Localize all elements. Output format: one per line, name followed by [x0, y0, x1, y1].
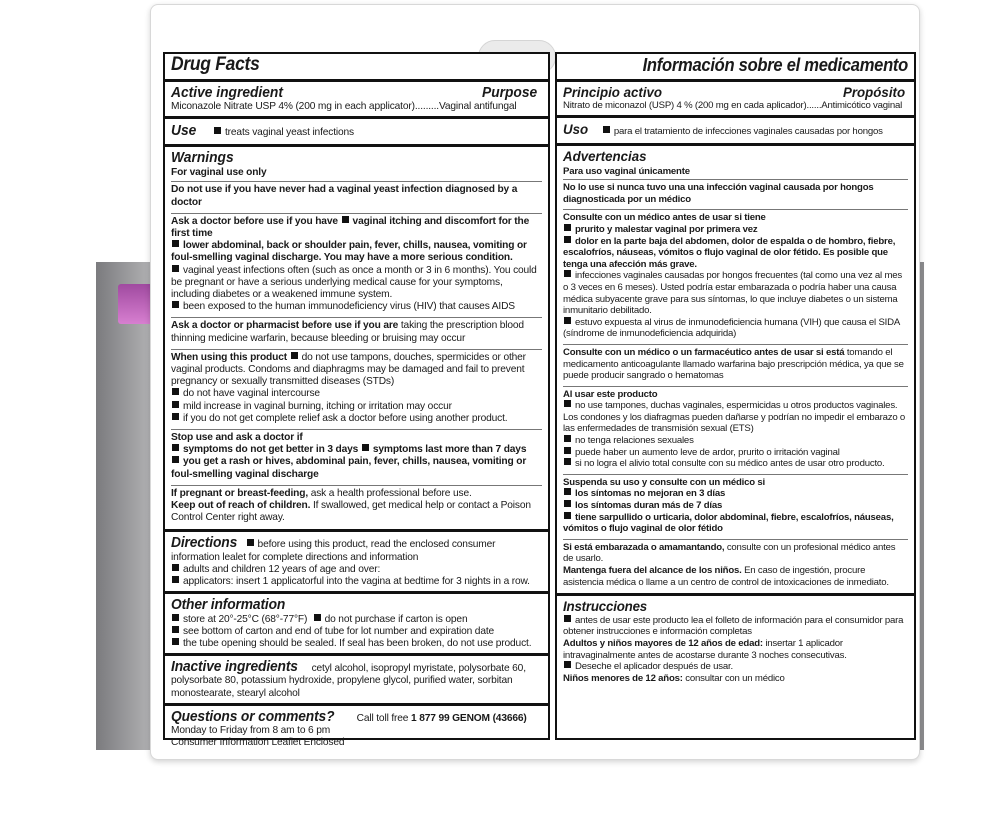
bullet-icon	[172, 614, 179, 621]
ask-doctor-item: vaginal itching and discomfort for the first time	[171, 215, 530, 240]
active-ingredient-heading-es: Principio activo	[563, 84, 663, 100]
pregnancy-block	[171, 485, 542, 527]
pharmacist-text: taking the prescription blood thinning medicine warfarin, because bleeding or bruising may occur	[171, 320, 524, 344]
ask-doctor-item-es: prurito y malestar vaginal por primera vez	[575, 223, 758, 235]
ask-doctor-item: lower abdominal, back or shoulder pain, fever, chills, nausea, vomiting or foul-smelling vaginal discharge. You may have a more serious condition.	[171, 240, 527, 264]
stop-use-item-es: tiene sarpullido o urticaria, dolor abdominal, fiebre, escalofríos, náuseas, vómitos o flujo vaginal de olor fétido	[563, 511, 894, 535]
directions-lead-es: Adultos y niños mayores de 12 años de edad:	[563, 637, 763, 649]
call-text: Call toll free	[356, 712, 409, 724]
bullet-icon	[564, 488, 571, 495]
directions-item: adults and children 12 years of age and over:	[183, 563, 381, 575]
leaflet-text: Consumer Information Leaflet Enclosed	[171, 737, 345, 749]
vaginal-use-only-es: Para uso vaginal únicamente	[563, 165, 690, 177]
ask-doctor-item-es: dolor en la parte baja del abdomen, dolor de espalda o de hombro, fiebre, escalofríos, náuseas, vómitos o flujo vaginal de olor fétido. Es posible que tenga una afección más grave.	[563, 235, 896, 270]
when-using-item: if you do not get complete relief ask a doctor before using another product.	[183, 412, 508, 424]
bullet-icon	[291, 352, 298, 359]
other-info-heading: Other information	[171, 596, 286, 614]
bullet-icon	[247, 539, 254, 546]
bullet-icon	[172, 626, 179, 633]
bullet-icon	[314, 614, 321, 621]
stop-use-item: you get a rash or hives, abdominal pain, fever, chills, nausea, vomiting or foul-smelling vaginal discharge	[171, 456, 527, 480]
when-using-item: do not have vaginal intercourse	[183, 388, 320, 400]
keep-away-text-es: En caso de ingestión, procure asistencia médica o llame a un centro de control de intoxicaciones de inmediato.	[563, 565, 889, 588]
when-using-block-es	[563, 386, 908, 472]
stop-use-item-es: los síntomas no mejoran en 3 días	[575, 488, 726, 500]
bullet-icon	[172, 413, 179, 420]
stop-use-item-es: los síntomas duran más de 7 días	[575, 500, 723, 512]
pregnancy-lead-es: Si está embarazada o amamantando,	[563, 541, 725, 553]
keep-away-text: If swallowed, get medical help or contact a Poison Control Center right away.	[171, 500, 531, 524]
bullet-icon	[172, 564, 179, 571]
bullet-icon	[564, 458, 571, 465]
inactive-block	[165, 653, 548, 703]
other-info-item: do not purchase if carton is open	[324, 613, 468, 625]
when-using-item-es: no use tampones, duchas vaginales, espermicidas u otros productos vaginales. Los condones y los diafragmas pueden dañarse y podrían no impedir el embarazo o las enfermedades de transmisión sexual (ETS)	[563, 400, 906, 435]
bullet-icon	[172, 301, 179, 308]
directions-item-es: antes de usar este producto lea el folleto de información para el consumidor para obtener instrucciones e información completas	[563, 614, 904, 638]
keep-away-lead-es: Mantenga fuera del alcance de los niños.	[563, 565, 742, 576]
bullet-icon	[214, 127, 221, 134]
stop-use-item: symptoms do not get better in 3 days	[183, 444, 359, 456]
active-ingredient-line: Miconazole Nitrate USP 4% (200 mg in each applicator).........Vaginal antifungal	[171, 101, 517, 112]
drug-facts-panel-es	[555, 52, 916, 740]
use-text-es: para el tratamiento de infecciones vaginales causadas por hongos	[613, 125, 883, 137]
bullet-icon	[172, 638, 179, 645]
bullet-icon	[564, 447, 571, 454]
other-info-item: see bottom of carton and end of tube for lot number and expiration date	[183, 625, 495, 637]
phone-number: 1 877 99 GENOM (43666)	[411, 712, 527, 724]
bullet-icon	[172, 444, 179, 451]
bullet-icon	[342, 216, 349, 223]
directions-block-es	[557, 593, 914, 687]
pregnancy-text-es: consulte con un profesional médico antes de usarlo.	[563, 541, 896, 565]
pharmacist-lead-es: Consulte con un médico o un farmacéutico antes de usar si está	[563, 346, 845, 358]
pharmacist-block-es	[563, 344, 908, 384]
drug-facts-title: Drug Facts	[171, 54, 260, 75]
bullet-icon	[564, 317, 571, 324]
stop-use-item: symptoms last more than 7 days	[372, 444, 527, 456]
bullet-icon	[362, 444, 369, 451]
pregnancy-lead: If pregnant or breast-feeding,	[171, 487, 309, 499]
questions-block	[165, 703, 548, 753]
bullet-icon	[564, 512, 571, 519]
bullet-icon	[564, 270, 571, 277]
vaginal-use-only: For vaginal use only	[171, 167, 267, 179]
tube-left-edge	[96, 262, 156, 750]
when-using-item-es: si no logra el alivio total consulte con su médico antes de usar otro producto.	[575, 458, 885, 470]
stop-use-block-es	[563, 474, 908, 537]
do-not-use-es: No lo use si nunca tuvo una una infección vaginal causada por hongos diagnosticada por un médico	[563, 179, 908, 207]
purpose-heading-es: Propósito	[842, 84, 905, 100]
pharmacist-text-es: tomando el medicamento anticoagulante llamado warfarina bajo prescripción médica, ya que se puede producir sangrado o hematomas	[563, 346, 904, 382]
bullet-icon	[564, 400, 571, 407]
ask-doctor-item: been exposed to the human immunodeficiency virus (HIV) that causes AIDS	[183, 301, 515, 313]
bullet-icon	[172, 401, 179, 408]
when-using-lead: When using this product	[171, 351, 287, 363]
stop-use-lead: Stop use and ask a doctor if	[171, 432, 303, 444]
bullet-icon	[172, 456, 179, 463]
keep-away-lead: Keep out of reach of children.	[171, 500, 311, 512]
directions-item: before using this product, read the enclosed consumer information lealet for complete directions and information	[171, 539, 496, 563]
ask-doctor-item-es: estuvo expuesta al virus de inmunodeficiencia humana (VIH) que causa el SIDA (síndrome de inmunodeficiencia adquirida)	[563, 316, 900, 340]
stop-use-block	[171, 429, 542, 483]
stop-use-lead-es: Suspenda su uso y consulte con un médico si	[563, 476, 765, 488]
when-using-item: do not use tampons, douches, spermicides or other vaginal products. Condoms and diaphragms may be damaged and fail to prevent pregnancy or sexually transmitted diseases (STDs)	[171, 351, 526, 388]
use-heading-es: Uso	[563, 120, 589, 137]
do-not-use: Do not use if you have never had a vaginal yeast infection diagnosed by a doctor	[171, 181, 542, 210]
pregnancy-block-es	[563, 539, 908, 590]
bullet-icon	[564, 236, 571, 243]
warnings-heading-es: Advertencias	[563, 147, 647, 164]
ask-doctor-item: vaginal yeast infections often (such as once a month or 3 in 6 months). You could be pregnant or have a serious underlying medical cause for your symptoms, including diabetes or a weakened immune system.	[171, 264, 537, 301]
bullet-icon	[564, 661, 571, 668]
purpose-heading: Purpose	[481, 84, 538, 101]
use-heading: Use	[171, 122, 197, 140]
use-text: treats vaginal yeast infections	[224, 127, 354, 139]
pregnancy-text: ask a health professional before use.	[310, 487, 472, 499]
drug-facts-title-es: Información sobre el medicamento	[642, 55, 908, 75]
bullet-icon	[564, 435, 571, 442]
other-info-item: store at 20°-25°C (68°-77°F)	[183, 613, 308, 625]
bullet-icon	[564, 224, 571, 231]
kids-lead-es: Niños menores de 12 años:	[563, 672, 683, 684]
drug-facts-panel-en	[163, 52, 550, 749]
directions-item-es: Deseche el aplicador después de usar.	[575, 661, 733, 673]
ask-doctor-lead-es: Consulte con un médico antes de usar si tiene	[563, 212, 766, 224]
directions-heading-es: Instrucciones	[563, 598, 648, 615]
directions-heading: Directions	[171, 534, 238, 552]
bullet-icon	[172, 240, 179, 247]
hours-text: Monday to Friday from 8 am to 6 pm	[171, 724, 331, 736]
inactive-heading: Inactive ingredients	[171, 658, 298, 676]
pharmacist-block	[171, 317, 542, 346]
pharmacist-lead: Ask a doctor or pharmacist before use if you are	[171, 320, 399, 332]
active-ingredient-heading: Active ingredient	[171, 84, 283, 101]
ask-doctor-lead: Ask a doctor before use if you have	[171, 215, 338, 227]
bullet-icon	[564, 615, 571, 622]
bullet-icon	[564, 500, 571, 507]
when-using-block	[171, 349, 542, 427]
other-info-item: the tube opening should be sealed. If seal has been broken, do not use product.	[183, 637, 532, 649]
directions-text-es: insertar 1 aplicador intravaginalmente antes de acostarse durante 3 noches consecutivas.	[563, 637, 847, 661]
ask-doctor-block-es	[563, 209, 908, 342]
directions-item: applicators: insert 1 applicatorful into the vagina at bedtime for 3 nights in a row.	[183, 576, 530, 588]
when-using-item-es: puede haber un aumento leve de ardor, prurito o irritación vaginal	[575, 446, 840, 458]
other-info-block	[165, 591, 548, 653]
inactive-text: cetyl alcohol, isopropyl myristate, polysorbate 60, polysorbate 80, potassium hydroxide, propylene glycol, purified water, sorbitan monostearate, stearyl alcohol	[171, 663, 526, 699]
when-using-lead-es: Al usar este producto	[563, 388, 658, 400]
questions-heading: Questions or comments?	[171, 707, 335, 725]
warnings-heading: Warnings	[171, 149, 234, 167]
bullet-icon	[172, 265, 179, 272]
bullet-icon	[172, 388, 179, 395]
directions-block	[165, 529, 548, 591]
ask-doctor-item-es: infecciones vaginales causadas por hongos frecuentes (tal como una vez al mes o 3 veces en 6 meses). Usted podría estar embarazada o podría haber una causa médica subyacente grave para sus síntomas, lo que incluye diabetes o un sistema inmunitario debilitado.	[563, 270, 902, 317]
ask-doctor-block	[171, 213, 542, 316]
when-using-item-es: no tenga relaciones sexuales	[575, 435, 694, 447]
bullet-icon	[603, 126, 610, 133]
active-ingredient-line-es: Nitrato de miconazol (USP) 4 % (200 mg en cada aplicador)......Antimicótico vaginal	[563, 100, 903, 111]
when-using-item: mild increase in vaginal burning, itching or irritation may occur	[183, 400, 452, 412]
kids-text-es: consultar con un médico	[685, 672, 785, 684]
bullet-icon	[172, 576, 179, 583]
